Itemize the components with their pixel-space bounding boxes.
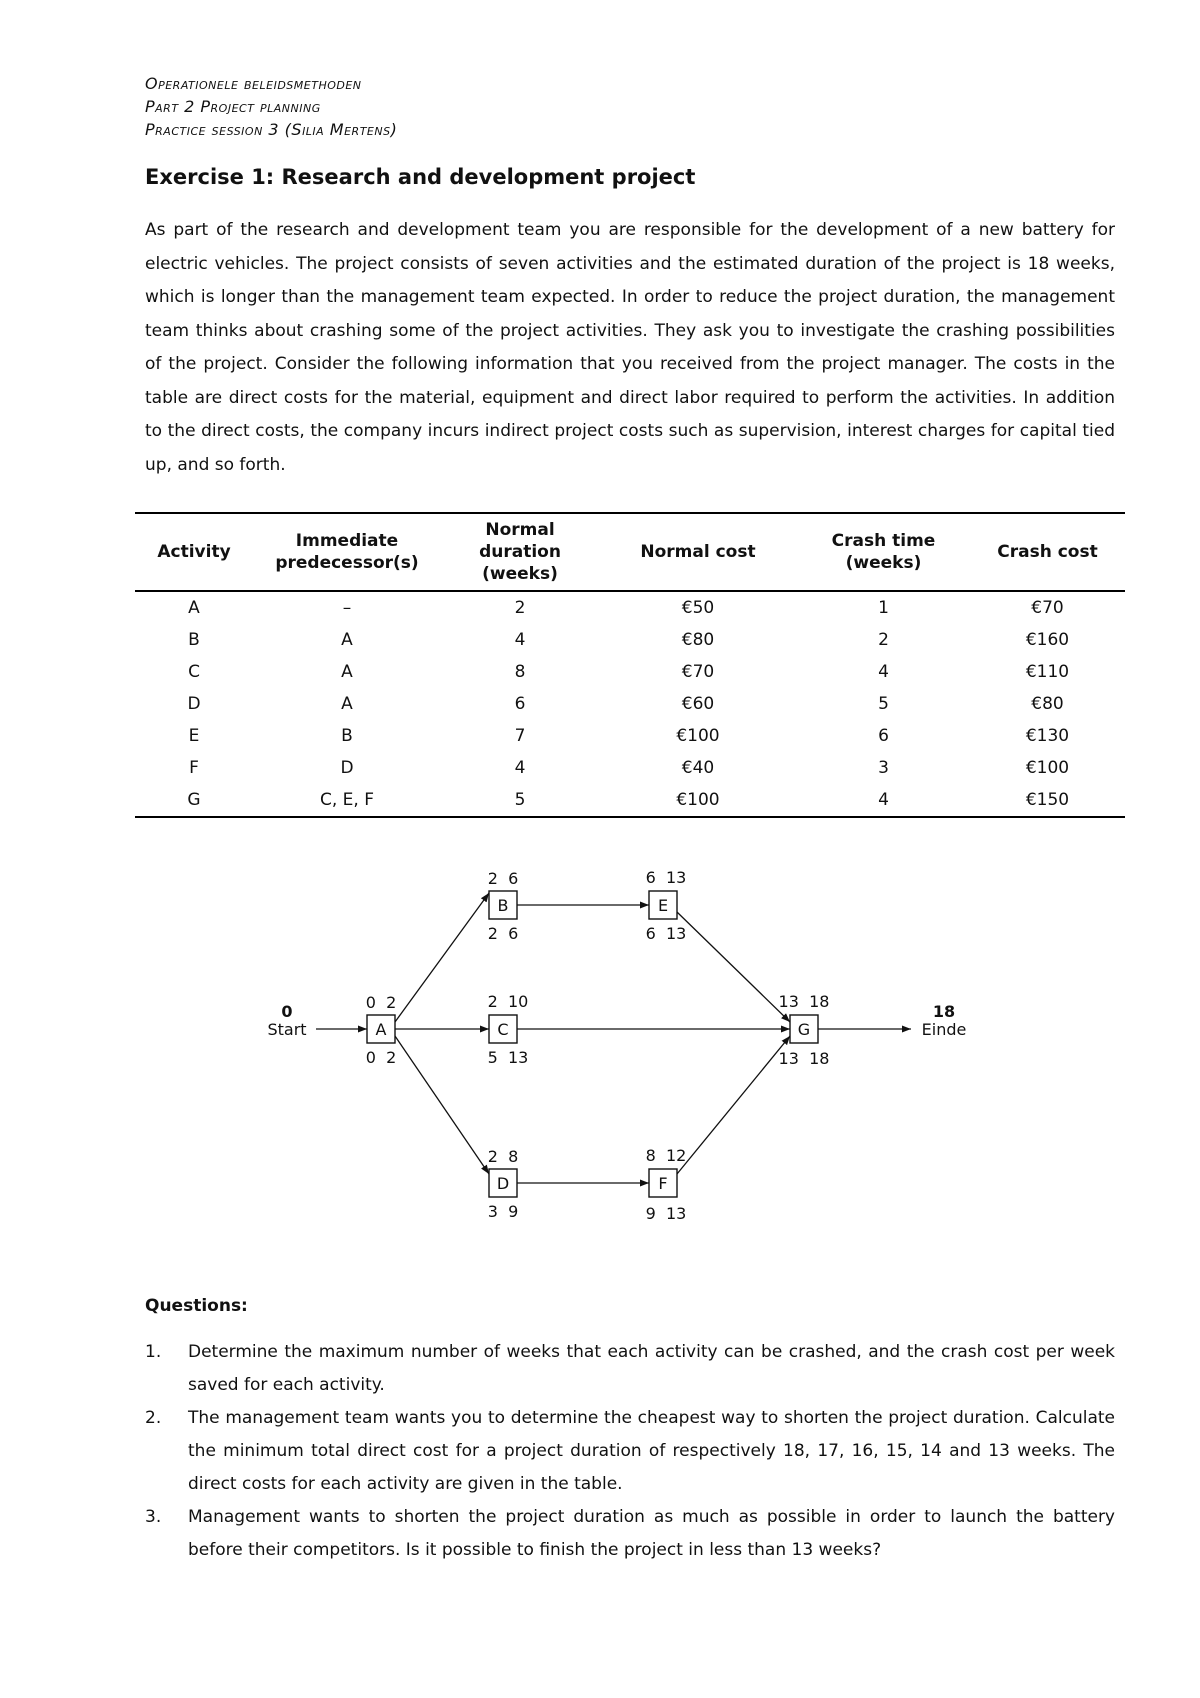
question-text: The management team wants you to determine the cheapest way to shorten the project duration. Calculate the minimum total direct cost for a project duration of respectively 18, 17, 16, 15, 14 and 13 weeks. The direct costs for each activity are given in the table. bbox=[188, 1408, 1115, 1494]
cell-activity: G bbox=[187, 790, 201, 810]
question-text: Determine the maximum number of weeks that each activity can be crashed, and the crash cost per week saved for each activity. bbox=[188, 1342, 1115, 1395]
node-d-early: 2 8 bbox=[487, 1147, 519, 1166]
table-row bbox=[135, 656, 1125, 688]
cell-crash-cost: €160 bbox=[1025, 630, 1070, 650]
course-name: Operationele beleidsmethoden bbox=[145, 74, 362, 93]
cell-normal-cost: €70 bbox=[681, 662, 715, 682]
header-normal-duration: Normal duration (weeks) bbox=[479, 520, 561, 584]
cell-activity: C bbox=[188, 662, 200, 682]
cell-normal-cost: €80 bbox=[681, 630, 715, 650]
node-g-early: 13 18 bbox=[778, 992, 830, 1011]
edge-e-g bbox=[677, 912, 790, 1022]
intro-paragraph: As part of the research and development team you are responsible for the development of a new battery for electric vehicles. The project consists of seven activities and the estimated duration of the project is 18 weeks, which is longer than the management team expected. In order to reduce the project duration, the management team thinks about crashing some of the project activities. They ask you to investigate the crashing possibilities of the project. Consider the following information that you received from the project manager. The costs in the table are direct costs for the material, equipment and direct labor required to perform the activities. In addition to the direct costs, the company incurs indirect project costs such as supervision, interest charges for capital tied up, and so forth. bbox=[145, 220, 1115, 475]
node-f-label: F bbox=[658, 1174, 668, 1193]
node-c-label: C bbox=[497, 1020, 509, 1039]
cell-crash-time: 6 bbox=[878, 726, 889, 746]
questions-title: Questions: bbox=[145, 1296, 248, 1316]
node-d-late: 3 9 bbox=[487, 1202, 519, 1221]
cell-crash-cost: €80 bbox=[1031, 694, 1064, 714]
cell-crash-cost: €100 bbox=[1025, 758, 1070, 778]
cell-predecessor: – bbox=[342, 598, 352, 618]
cell-crash-time: 4 bbox=[878, 662, 889, 682]
table-row bbox=[135, 720, 1125, 752]
cell-crash-time: 5 bbox=[878, 694, 889, 714]
cell-crash-cost: €130 bbox=[1025, 726, 1070, 746]
cell-normal-cost: €40 bbox=[681, 758, 715, 778]
cell-crash-cost: €110 bbox=[1025, 662, 1070, 682]
cell-predecessor: B bbox=[341, 726, 353, 746]
node-f-late: 9 13 bbox=[645, 1204, 687, 1223]
header-activity: Activity bbox=[157, 542, 231, 562]
questions-list bbox=[145, 1336, 1115, 1567]
cell-predecessor: A bbox=[341, 630, 353, 650]
node-b-late: 2 6 bbox=[487, 924, 519, 943]
cell-normal-cost: €50 bbox=[681, 598, 715, 618]
question-number: 1. bbox=[145, 1342, 162, 1362]
node-g bbox=[779, 992, 830, 1068]
cell-crash-time: 1 bbox=[878, 598, 889, 618]
header-predecessor: Immediate predecessor(s) bbox=[275, 531, 419, 573]
cell-activity: D bbox=[187, 694, 201, 714]
cell-crash-time: 3 bbox=[878, 758, 889, 778]
edge-f-g bbox=[677, 1036, 790, 1174]
cell-activity: E bbox=[188, 726, 200, 746]
cell-crash-time: 2 bbox=[878, 630, 889, 650]
cell-normal-duration: 7 bbox=[514, 726, 526, 746]
edge-a-b bbox=[395, 893, 489, 1022]
table-row bbox=[135, 624, 1125, 656]
cell-activity: A bbox=[188, 598, 200, 618]
cell-normal-duration: 4 bbox=[514, 630, 526, 650]
question-item bbox=[145, 1402, 1115, 1501]
cell-predecessor: D bbox=[340, 758, 354, 778]
end-time: 18 bbox=[932, 1002, 956, 1021]
table-header-row bbox=[135, 513, 1125, 591]
node-d-label: D bbox=[496, 1174, 510, 1193]
header-normal-cost: Normal cost bbox=[640, 542, 756, 562]
question-number: 2. bbox=[145, 1408, 162, 1428]
cell-normal-duration: 6 bbox=[514, 694, 526, 714]
cell-normal-duration: 8 bbox=[514, 662, 526, 682]
cell-crash-cost: €150 bbox=[1025, 790, 1070, 810]
project-network-diagram bbox=[0, 850, 1200, 1250]
edge-a-d bbox=[395, 1036, 489, 1174]
node-e-late: 6 13 bbox=[645, 924, 687, 943]
node-b-early: 2 6 bbox=[487, 869, 519, 888]
node-a-label: A bbox=[375, 1020, 387, 1039]
node-b-label: B bbox=[497, 896, 509, 915]
table-row bbox=[135, 752, 1125, 784]
cell-normal-cost: €60 bbox=[681, 694, 715, 714]
node-e-label: E bbox=[657, 896, 669, 915]
node-a-early: 0 2 bbox=[365, 993, 397, 1012]
cell-crash-time: 4 bbox=[878, 790, 889, 810]
table-row bbox=[135, 591, 1125, 624]
question-item bbox=[145, 1336, 1115, 1402]
node-a-late: 0 2 bbox=[365, 1048, 397, 1067]
exercise-title: Exercise 1: Research and development project bbox=[145, 165, 696, 189]
document-header bbox=[145, 72, 397, 141]
cell-normal-duration: 5 bbox=[514, 790, 526, 810]
part-name: Part 2 Project planning bbox=[145, 97, 321, 116]
question-number: 3. bbox=[145, 1507, 162, 1527]
node-g-late: 13 18 bbox=[778, 1049, 830, 1068]
activity-table bbox=[135, 512, 1125, 818]
node-f bbox=[646, 1146, 687, 1223]
cell-normal-cost: €100 bbox=[676, 726, 720, 746]
node-c-late: 5 13 bbox=[487, 1048, 529, 1067]
cell-activity: B bbox=[188, 630, 200, 650]
header-crash-time: Crash time (weeks) bbox=[831, 531, 936, 573]
question-text: Management wants to shorten the project duration as much as possible in order to launch the battery before their competitors. Is it possible to finish the project in less than 13 weeks? bbox=[188, 1507, 1115, 1560]
table-row bbox=[135, 784, 1125, 817]
node-e bbox=[646, 868, 687, 943]
cell-predecessor: A bbox=[341, 662, 353, 682]
cell-predecessor: A bbox=[341, 694, 353, 714]
header-crash-cost: Crash cost bbox=[997, 542, 1098, 562]
cell-predecessor: C, E, F bbox=[319, 790, 374, 810]
start-time: 0 bbox=[281, 1002, 293, 1021]
end-label: Einde bbox=[921, 1020, 967, 1039]
start-label: Start bbox=[267, 1020, 307, 1039]
cell-crash-cost: €70 bbox=[1031, 598, 1064, 618]
cell-normal-duration: 4 bbox=[514, 758, 526, 778]
cell-normal-duration: 2 bbox=[514, 598, 526, 618]
node-a bbox=[366, 993, 397, 1067]
cell-activity: F bbox=[189, 758, 199, 778]
node-c-early: 2 10 bbox=[487, 992, 529, 1011]
node-e-early: 6 13 bbox=[645, 868, 687, 887]
node-b bbox=[488, 869, 519, 943]
node-g-label: G bbox=[797, 1020, 811, 1039]
question-item bbox=[145, 1501, 1115, 1567]
session-name: Practice session 3 (Silia Mertens) bbox=[145, 120, 398, 139]
table-row bbox=[135, 688, 1125, 720]
node-f-early: 8 12 bbox=[645, 1146, 687, 1165]
node-d bbox=[488, 1147, 519, 1221]
cell-normal-cost: €100 bbox=[676, 790, 720, 810]
